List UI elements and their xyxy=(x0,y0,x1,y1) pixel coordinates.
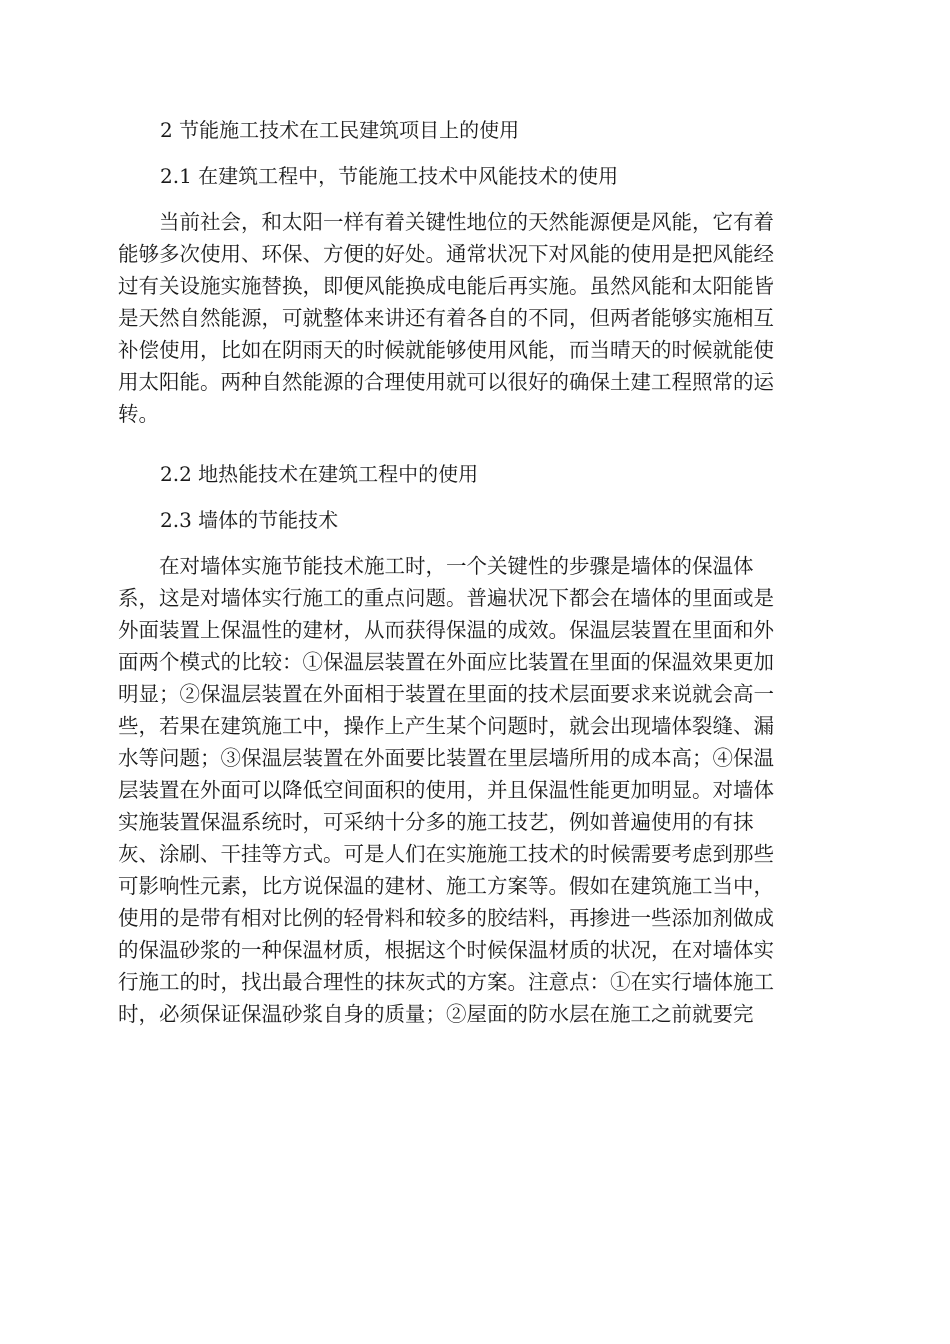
section-heading-2: 2 节能施工技术在工民建筑项目上的使用 xyxy=(160,118,520,142)
text-line: 能够多次使用、环保、方便的好处。通常状况下对风能的使用是把风能经 xyxy=(118,242,774,266)
text-line: 可影响性元素，比方说保温的建材、施工方案等。假如在建筑施工当中， xyxy=(118,874,774,898)
text-line: 过有关设施实施替换，即便风能换成电能后再实施。虽然风能和太阳能皆 xyxy=(118,274,774,298)
text-line: 使用的是带有相对比例的轻骨料和较多的胶结料，再掺进一些添加剂做成 xyxy=(118,906,774,930)
text-line: 的保温砂浆的一种保温材质，根据这个时候保温材质的状况，在对墙体实 xyxy=(118,938,774,962)
text-line: 灰、涂刷、干挂等方式。可是人们在实施施工技术的时候需要考虑到那些 xyxy=(118,842,774,866)
subsection-heading-2-3: 2.3 墙体的节能技术 xyxy=(160,508,339,532)
text-line: 外面装置上保温性的建材，从而获得保温的成效。保温层装置在里面和外 xyxy=(118,618,774,642)
text-line: 明显；②保温层装置在外面相于装置在里面的技术层面要求来说就会高一 xyxy=(118,682,774,706)
text-line: 转。 xyxy=(118,402,159,426)
text-line: 实施装置保温系统时，可采纳十分多的施工技艺，例如普遍使用的有抹 xyxy=(118,810,754,834)
paragraph-wall-insulation xyxy=(118,550,830,1030)
subsection-heading-2-1: 2.1 在建筑工程中，节能施工技术中风能技术的使用 xyxy=(160,164,619,188)
text-line: 在对墙体实施节能技术施工时，一个关键性的步骤是墙体的保温体 xyxy=(118,554,754,578)
text-line: 系，这是对墙体实行施工的重点问题。普遍状况下都会在墙体的里面或是 xyxy=(118,586,774,610)
text-line: 水等问题；③保温层装置在外面要比装置在里层墙所用的成本高；④保温 xyxy=(118,746,774,770)
document-page xyxy=(118,110,830,1030)
text-line: 面两个模式的比较：①保温层装置在外面应比装置在里面的保温效果更加 xyxy=(118,650,774,674)
subsection-heading-2-2: 2.2 地热能技术在建筑工程中的使用 xyxy=(160,462,479,486)
text-line: 用太阳能。两种自然能源的合理使用就可以很好的确保土建工程照常的运 xyxy=(118,370,774,394)
text-line: 当前社会，和太阳一样有着关键性地位的天然能源便是风能，它有着 xyxy=(118,210,774,234)
text-line: 是天然自然能源，可就整体来讲还有着各自的不同，但两者能够实施相互 xyxy=(118,306,774,330)
text-line: 补偿使用，比如在阴雨天的时候就能够使用风能，而当晴天的时候就能使 xyxy=(118,338,774,362)
text-line: 层装置在外面可以降低空间面积的使用，并且保温性能更加明显。对墙体 xyxy=(118,778,774,802)
text-line: 些，若果在建筑施工中，操作上产生某个问题时，就会出现墙体裂缝、漏 xyxy=(118,714,774,738)
paragraph-wind-energy xyxy=(118,206,830,430)
text-line: 时，必须保证保温砂浆自身的质量；②屋面的防水层在施工之前就要完 xyxy=(118,1002,754,1026)
text-line: 行施工的时，找出最合理性的抹灰式的方案。注意点：①在实行墙体施工 xyxy=(118,970,774,994)
